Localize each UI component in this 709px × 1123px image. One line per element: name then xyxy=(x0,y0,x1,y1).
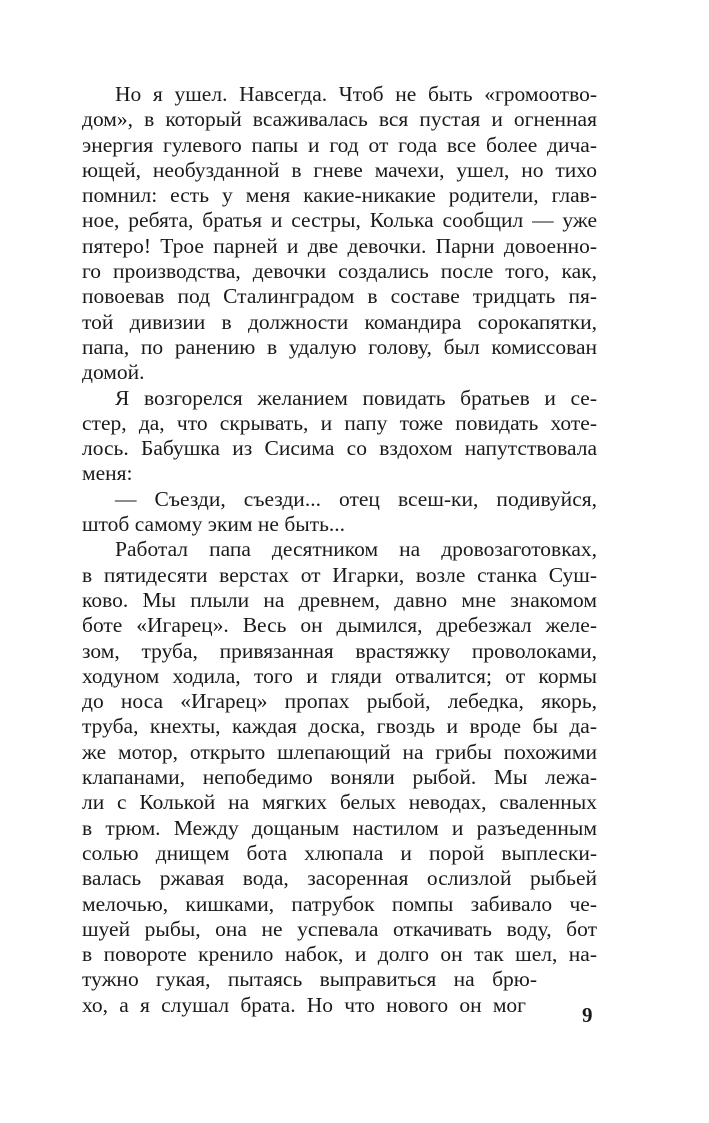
text-line: в трюм. Между дощаным настилом и разъеденным xyxy=(82,815,597,840)
page-number: 9 xyxy=(582,1003,593,1027)
text-line: домой. xyxy=(82,360,145,385)
text-line: в повороте кренило набок, и долго он так шел, на- xyxy=(82,942,597,967)
paragraph xyxy=(82,537,597,1018)
text-line: штоб самому эким не быть... xyxy=(82,512,346,537)
text-line: тужно гукая, пытаясь выправиться на брю- xyxy=(82,967,537,992)
text-line: помнил: есть у меня какие-никакие родители, глав- xyxy=(82,183,597,208)
paragraph xyxy=(82,386,597,487)
text-line: лось. Бабушка из Сисима со вздохом напутствовала xyxy=(82,436,597,461)
text-line: валась ржавая вода, засоренная ослизлой рыбьей xyxy=(82,866,597,891)
text-line: Работал папа десятником на дровозаготовках, xyxy=(115,537,597,562)
text-line: пятеро! Трое парней и две девочки. Парни довоенно- xyxy=(82,233,597,258)
text-line: шуей рыбы, она не успевала откачивать воду, бот xyxy=(82,916,597,941)
paragraph xyxy=(82,82,597,386)
text-line: Я возгорелся желанием повидать братьев и се- xyxy=(115,385,597,410)
text-line: Но я ушел. Навсегда. Чтоб не быть «громоотво- xyxy=(115,82,597,106)
text-line: ли с Колькой на мягких белых неводах, сваленных xyxy=(82,790,597,815)
text-line: клапанами, непобедимо воняли рыбой. Мы лежа- xyxy=(82,765,597,790)
text-line: ющей, необузданной в гневе мачехи, ушел, но тихо xyxy=(82,157,597,182)
text-line: энергия гулевого папы и год от года все более дича- xyxy=(82,132,597,157)
text-line: зом, труба, привязанная врастяжку проволоками, xyxy=(82,638,597,663)
text-line: той дивизии в должности командира сорокапятки, xyxy=(82,309,597,334)
text-line: стер, да, что скрывать, и папу тоже повидать хоте- xyxy=(82,410,597,435)
text-line: ное, ребята, братья и сестры, Колька сообщил — уже xyxy=(82,208,597,233)
body-text xyxy=(82,82,597,1018)
text-line: до носа «Игарец» пропах рыбой, лебедка, якорь, xyxy=(82,689,597,714)
text-line: ходуном ходила, того и гляди отвалится; от кормы xyxy=(82,663,597,688)
text-line: меня: xyxy=(82,461,133,486)
text-line: же мотор, открыто шлепающий на грибы похожими xyxy=(82,739,597,764)
text-line: в пятидесяти верстах от Игарки, возле станка Суш- xyxy=(82,562,597,587)
text-line: дом», в который всаживалась вся пустая и огненная xyxy=(82,107,597,132)
paragraph xyxy=(82,487,597,538)
text-line: — Съезди, съезди... отец всеш-ки, подивуйся, xyxy=(115,486,597,511)
text-line: го производства, девочки создались после того, как, xyxy=(82,259,597,284)
text-line: папа, по ранению в удалую голову, был комиссован xyxy=(82,334,597,359)
text-line: хо, а я слушал брата. Но что нового он мог xyxy=(82,992,526,1017)
text-line: солью днищем бота хлюпала и порой выплески- xyxy=(82,840,597,865)
text-line: труба, кнехты, каждая доска, гвоздь и вроде бы да- xyxy=(82,714,597,739)
text-line: ково. Мы плыли на древнем, давно мне знакомом xyxy=(82,587,597,612)
text-line: мелочью, кишками, патрубок помпы забивало че- xyxy=(82,891,597,916)
text-line: повоевав под Сталинградом в составе тридцать пя- xyxy=(82,284,597,309)
text-line: боте «Игарец». Весь он дымился, дребезжал желе- xyxy=(82,613,597,638)
